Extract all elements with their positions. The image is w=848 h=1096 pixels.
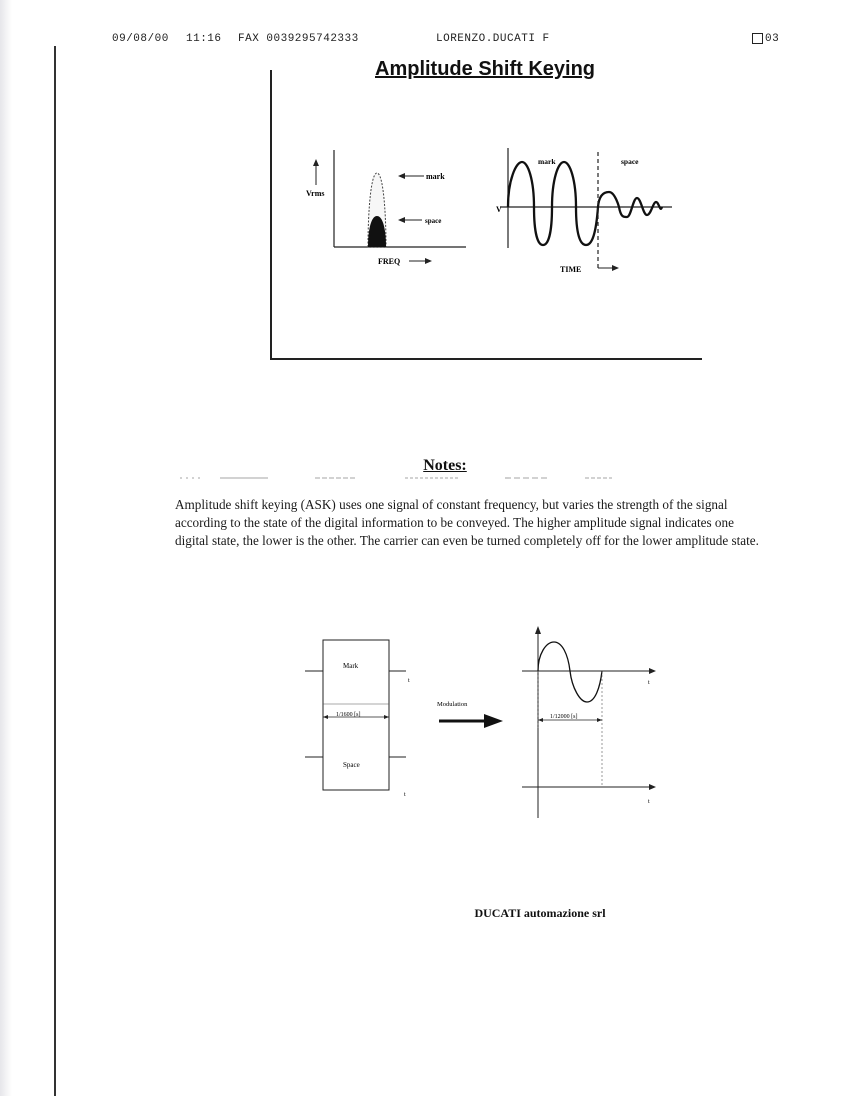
fax-date: 09/08/00	[112, 33, 169, 45]
spectrum-space-label: space	[425, 217, 442, 225]
spectrum-diagram	[306, 150, 466, 266]
waveform-diagram	[496, 148, 672, 274]
notes-body: Amplitude shift keying (ASK) uses one signal of constant frequency, but varies the strength of the signal according to the state of the digital information to be conveyed. The higher amplitude signal indicates one digital state, the lower is the other. The carrier can even be turned completely off for the lower amplitude state.	[175, 497, 759, 548]
carrier-period-label: 1/12000 [s]	[550, 714, 578, 720]
spectrum-y-label: Vrms	[306, 189, 325, 198]
ask-diagram-frame	[268, 70, 708, 370]
waveform-y-label: V	[496, 205, 502, 214]
mark-block-label: Mark	[343, 662, 359, 670]
space-block-label: Space	[343, 761, 360, 769]
carrier-sine-wave	[538, 642, 602, 702]
mark-t-label: t	[408, 678, 410, 684]
left-margin-line	[54, 46, 56, 1096]
company-footer: DUCATI automazione srl	[474, 906, 606, 920]
carrier-mark-t-label: t	[648, 680, 650, 686]
space-t-label: t	[404, 792, 406, 798]
carrier-space-t-label: t	[648, 799, 650, 805]
fax-page-number: 03	[765, 33, 780, 45]
scan-dash-marks	[180, 475, 620, 481]
carrier-output	[522, 626, 656, 818]
modulation-diagram	[300, 620, 680, 820]
fax-time: 11:16	[186, 33, 222, 45]
waveform-mark-label: mark	[538, 157, 556, 166]
modulation-label: Modulation	[437, 701, 468, 708]
page-title: Amplitude Shift Keying	[375, 58, 595, 80]
fax-page-indicator	[752, 33, 780, 47]
fax-page-icon	[752, 33, 763, 44]
fax-header	[0, 33, 848, 49]
waveform-x-label: TIME	[560, 265, 582, 274]
fax-sender: LORENZO.DUCATI F	[436, 33, 550, 45]
fax-number: FAX 0039295742333	[238, 33, 359, 45]
scan-edge-shade	[0, 0, 12, 1096]
spectrum-x-label: FREQ	[378, 257, 401, 266]
mark-space-signal	[305, 640, 410, 798]
ask-waveform	[508, 162, 662, 245]
spectrum-mark-label: mark	[426, 172, 445, 181]
waveform-space-label: space	[621, 157, 639, 166]
notes-heading: Notes:	[423, 457, 467, 474]
mark-period-label: 1/1600 [s]	[336, 712, 361, 718]
modulation-arrow	[437, 701, 503, 728]
